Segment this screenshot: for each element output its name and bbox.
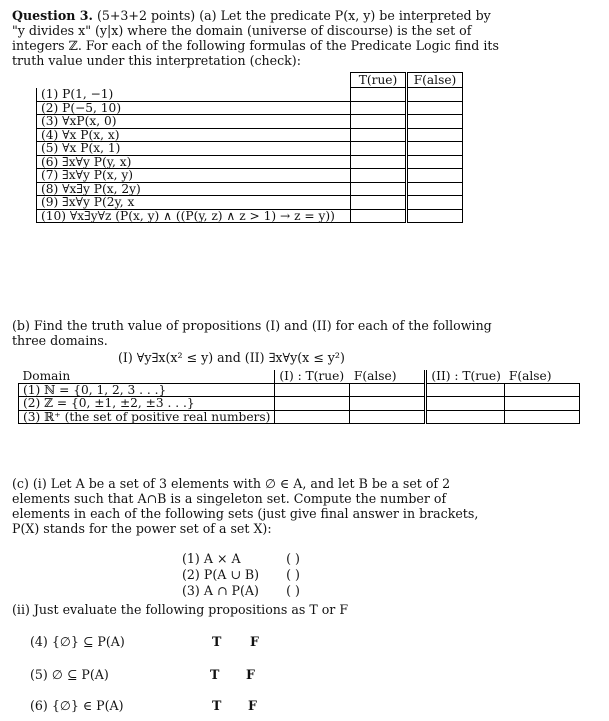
question-intro (12, 8, 500, 68)
question-points: (5+3+2 points) (96, 8, 196, 23)
table-row: (8) ∀x∃y P(x, 2y) (37, 182, 463, 196)
check-cell[interactable] (505, 410, 580, 424)
check-cell-true[interactable] (351, 155, 407, 169)
part-c-intro: (c) (i) Let A be a set of 3 elements with ∅ ∈ A, and let B be a set of 2 elements such that A∩B is a singeleton set. Compute the number of elements in each of the following sets (just give final answer in brackets, P(X) stands for the power set of a set X): (12, 476, 479, 536)
col-false-header: F(alse) (407, 73, 463, 88)
check-cell[interactable] (275, 397, 350, 411)
check-cell[interactable] (275, 410, 350, 424)
table-row: (1) P(1, −1) (37, 88, 463, 102)
truth-table-b (18, 370, 580, 424)
check-cell[interactable] (350, 383, 426, 397)
col-domain-header: Domain (19, 370, 275, 383)
table-row: (3) ℝ⁺ (the set of positive real numbers) (19, 410, 580, 424)
col-II-true-header: (II) : T(rue) (426, 370, 505, 383)
check-cell-false[interactable] (407, 142, 463, 156)
check-cell-true[interactable] (351, 169, 407, 183)
check-cell-false[interactable] (407, 169, 463, 183)
true-option[interactable]: T (212, 698, 222, 713)
col-II-false-header: F(alse) (505, 370, 580, 383)
part-b-intro: (b) Find the truth value of propositions (I) and (II) for each of the following three domains. (12, 318, 492, 348)
answer-bracket[interactable]: ( ) (286, 551, 300, 566)
col-I-false-header: F(alse) (350, 370, 426, 383)
table-row: (3) ∀xP(x, 0) (37, 115, 463, 129)
col-I-true-header: (I) : T(rue) (275, 370, 350, 383)
check-cell[interactable] (426, 397, 505, 411)
truth-table-a (36, 72, 463, 223)
check-cell-true[interactable] (351, 128, 407, 142)
part-b-propositions: (I) ∀y∃x(x² ≤ y) and (II) ∃x∀y(x ≤ y²) (118, 350, 345, 365)
check-cell[interactable] (275, 383, 350, 397)
check-cell[interactable] (350, 397, 426, 411)
list-item: (3) A ∩ P(A) ( ) (182, 583, 308, 599)
false-option[interactable]: F (246, 667, 255, 682)
table-row: (1) ℕ = {0, 1, 2, 3 . . .} (19, 383, 580, 397)
check-cell-false[interactable] (407, 88, 463, 102)
check-cell-true[interactable] (351, 115, 407, 129)
check-cell-true[interactable] (351, 142, 407, 156)
true-option[interactable]: T (212, 634, 222, 649)
check-cell-true[interactable] (351, 209, 407, 223)
set-list (182, 551, 308, 599)
table-row: (2) ℤ = {0, ±1, ±2, ±3 . . .} (19, 397, 580, 411)
table-row: (6) ∃x∀y P(y, x) (37, 155, 463, 169)
check-cell-true[interactable] (351, 182, 407, 196)
col-true-header: T(rue) (351, 73, 407, 88)
check-cell[interactable] (505, 397, 580, 411)
answer-bracket[interactable]: ( ) (286, 567, 300, 582)
table-row: (10) ∀x∃y∀z (P(x, y) ∧ ((P(y, z) ∧ z > 1) → z = y)) (37, 209, 463, 223)
table-row: (4) ∀x P(x, x) (37, 128, 463, 142)
false-option[interactable]: F (250, 634, 259, 649)
check-cell-false[interactable] (407, 182, 463, 196)
list-item: (1) A × A ( ) (182, 551, 308, 567)
check-cell[interactable] (426, 410, 505, 424)
table-row: (5) ∀x P(x, 1) (37, 142, 463, 156)
check-cell[interactable] (505, 383, 580, 397)
check-cell-false[interactable] (407, 196, 463, 210)
check-cell-false[interactable] (407, 155, 463, 169)
answer-bracket[interactable]: ( ) (286, 583, 300, 598)
check-cell-true[interactable] (351, 88, 407, 102)
check-cell-true[interactable] (351, 196, 407, 210)
check-cell[interactable] (426, 383, 505, 397)
part-a-intro: (a) Let the predicate P(x, y) be interpreted by "y divides x" (y|x) where the domain (universe of discourse) is the set of integers ℤ. For each of the following formulas of the Predicate Logic find its truth value under this interpretation (check): (12, 8, 499, 68)
part-c-ii-intro: (ii) Just evaluate the following propositions as T or F (12, 602, 349, 617)
question-label: Question 3. (12, 8, 93, 23)
true-option[interactable]: T (210, 667, 220, 682)
check-cell-false[interactable] (407, 101, 463, 115)
check-cell-false[interactable] (407, 115, 463, 129)
table-row: (9) ∃x∀y P(2y, x (37, 196, 463, 210)
check-cell-false[interactable] (407, 128, 463, 142)
check-cell-true[interactable] (351, 101, 407, 115)
check-cell[interactable] (350, 410, 426, 424)
check-cell-false[interactable] (407, 209, 463, 223)
false-option[interactable]: F (248, 698, 257, 713)
table-row: (2) P(−5, 10) (37, 101, 463, 115)
list-item: (2) P(A ∪ B) ( ) (182, 567, 308, 583)
table-row: (7) ∃x∀y P(x, y) (37, 169, 463, 183)
